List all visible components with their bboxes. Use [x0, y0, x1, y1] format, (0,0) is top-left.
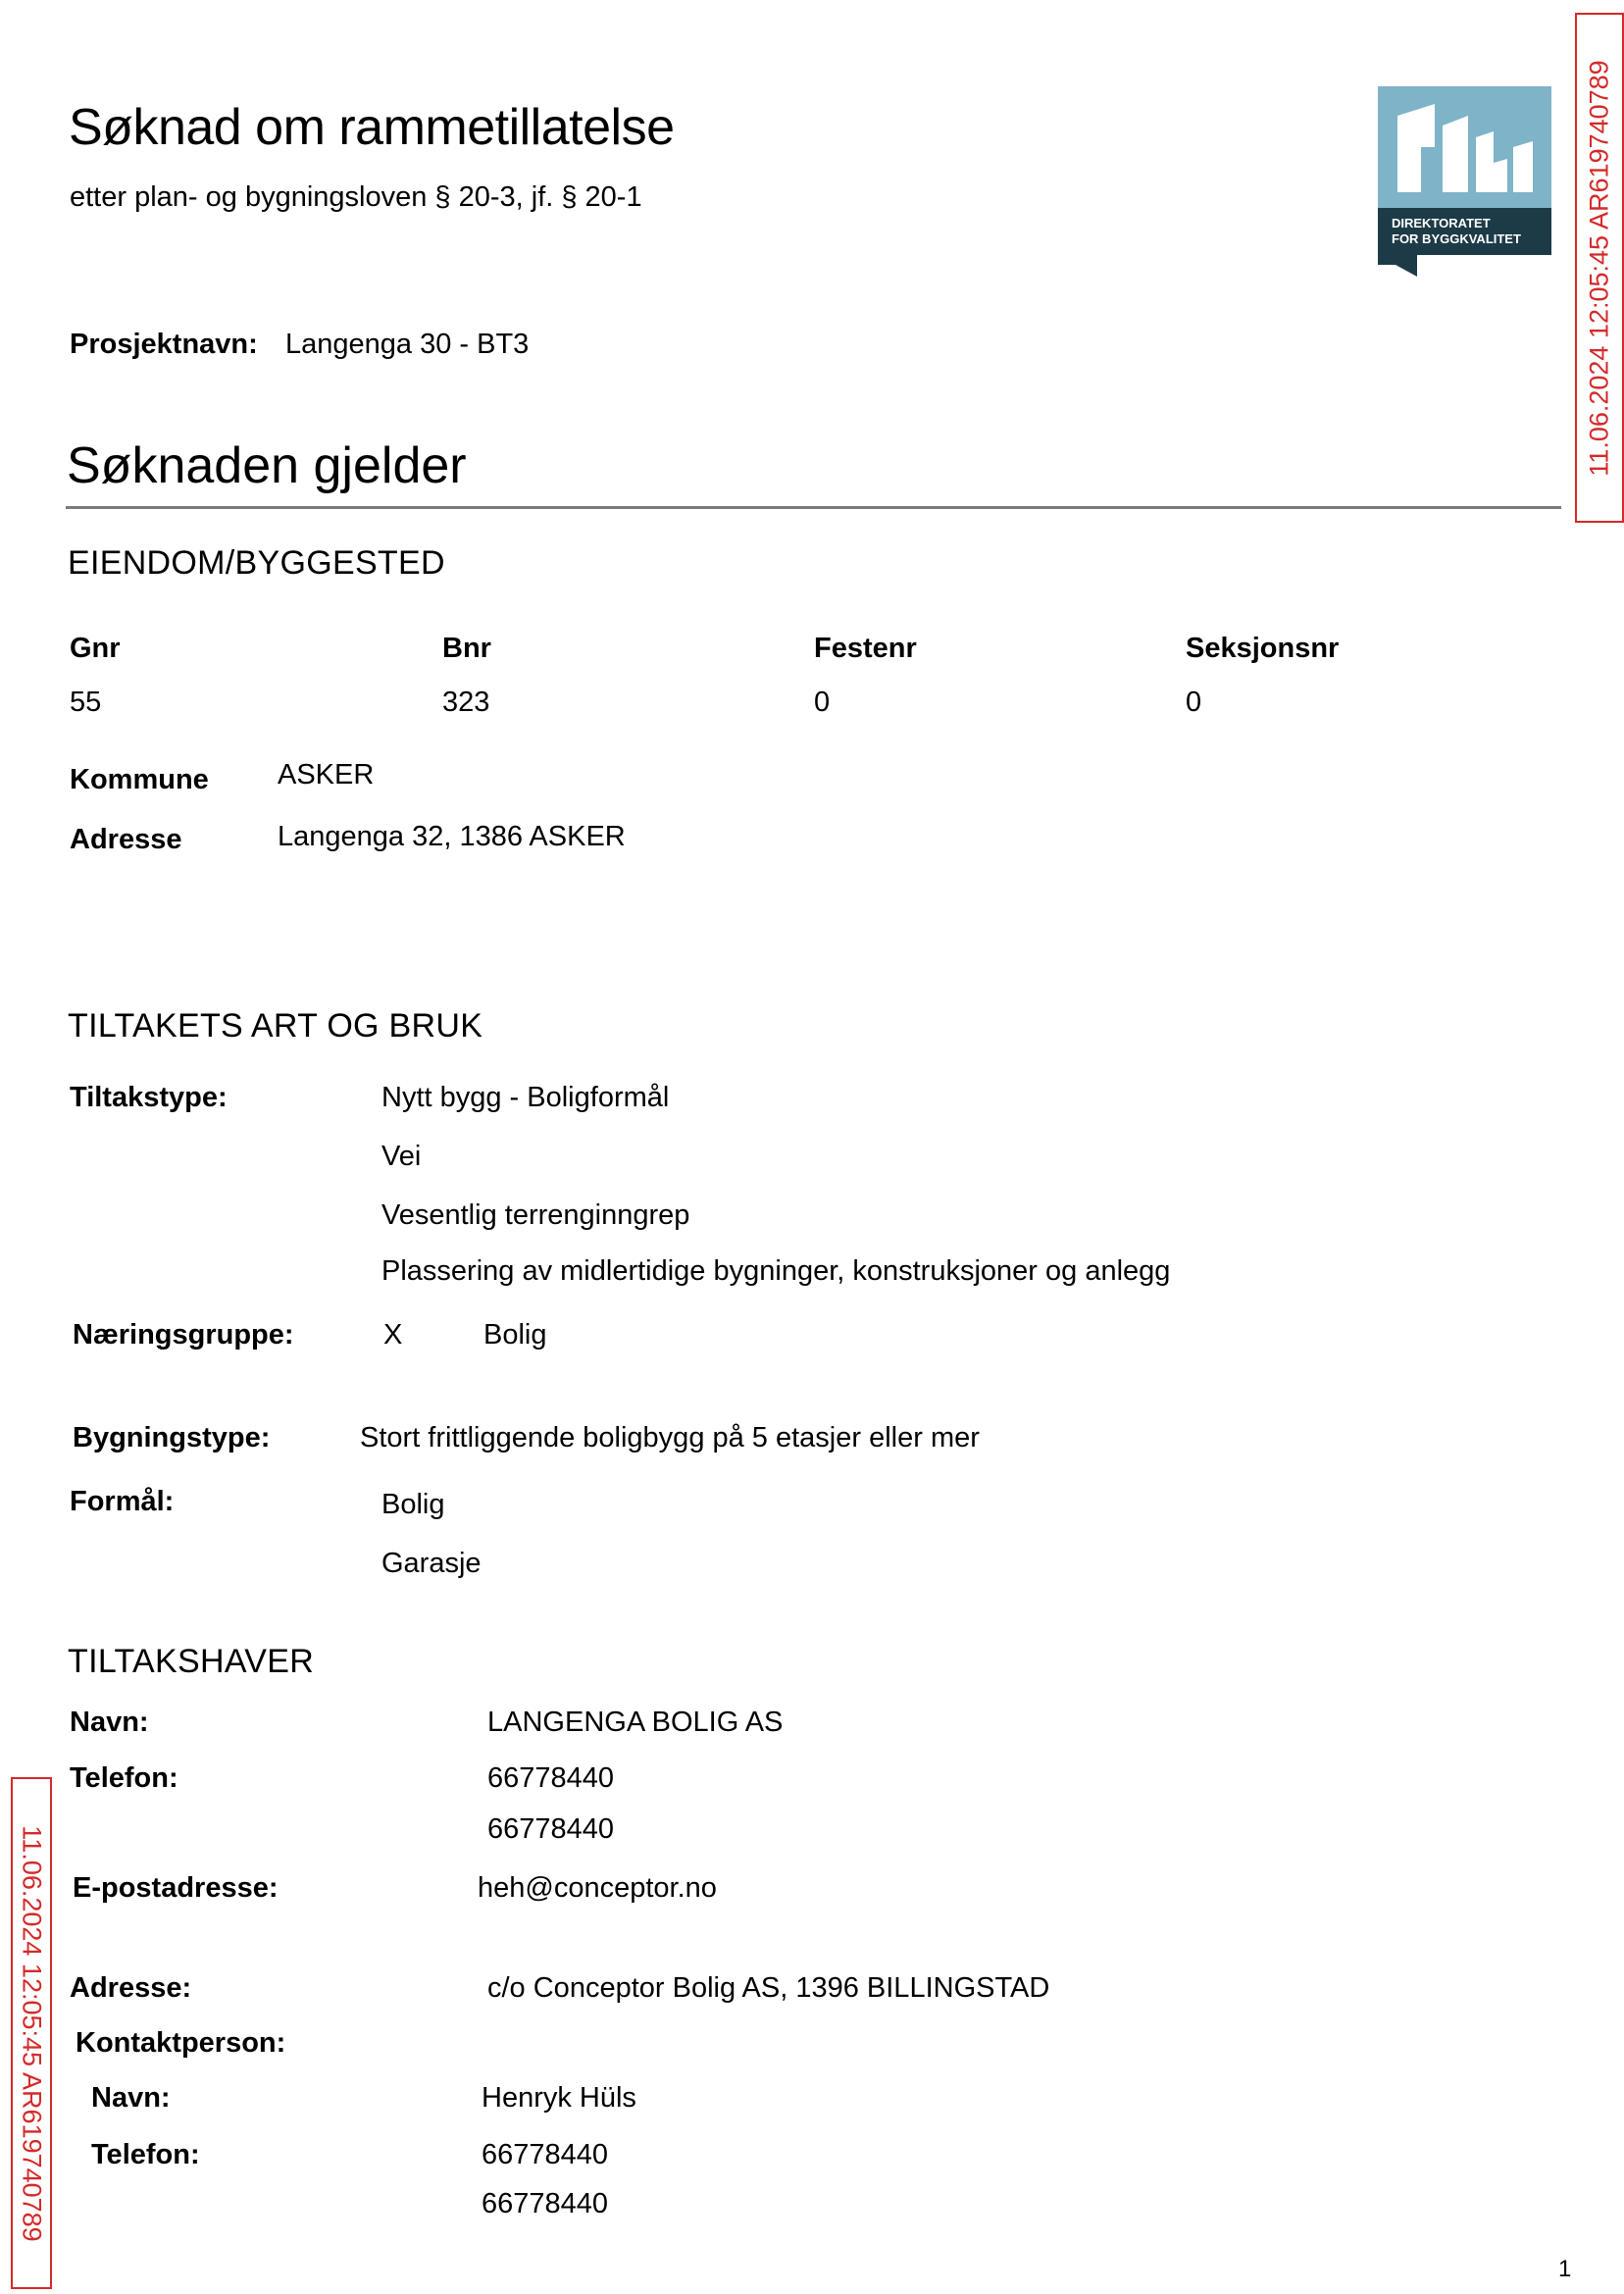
tiltakstype-item: Vesentlig terrenginngrep	[381, 1199, 690, 1231]
timestamp-stamp-side	[11, 1777, 52, 2289]
tiltakstype-item: Plassering av midlertidige bygninger, konstruksjoner og anlegg	[381, 1255, 1171, 1287]
project-name-value: Langenga 30 - BT3	[285, 329, 530, 360]
bnr-label: Bnr	[442, 633, 491, 664]
naeringsgruppe-label: Næringsgruppe:	[73, 1319, 294, 1351]
project-name-label: Prosjektnavn:	[70, 329, 258, 360]
epost-value: heh@conceptor.no	[478, 1872, 717, 1904]
adresse-label: Adresse	[70, 824, 182, 855]
dibk-logo	[1378, 86, 1551, 277]
festenr-value: 0	[814, 687, 831, 718]
kontakt-navn-label: Navn:	[91, 2082, 171, 2114]
kommune-value: ASKER	[278, 759, 375, 790]
kontakt-telefon-label: Telefon:	[91, 2139, 200, 2170]
stamp-text: 11.06.2024 12:05:45 AR619740789	[1584, 59, 1614, 477]
naeringsgruppe-value: Bolig	[483, 1319, 547, 1351]
naeringsgruppe-code: X	[383, 1319, 403, 1351]
page-number: 1	[1558, 2256, 1572, 2282]
document-title: Søknad om rammetillatelse	[69, 99, 675, 156]
kontakt-telefon-value: 66778440	[482, 2139, 609, 2170]
formal-label: Formål:	[70, 1486, 175, 1517]
tiltakshaver-adresse-value: c/o Conceptor Bolig AS, 1396 BILLINGSTAD	[487, 1972, 1050, 2004]
timestamp-stamp-top	[1575, 13, 1624, 523]
seksjonsnr-label: Seksjonsnr	[1186, 633, 1340, 664]
tiltakshaver-telefon-value: 66778440	[487, 1762, 615, 1794]
section-title: Søknaden gjelder	[67, 437, 467, 494]
bnr-value: 323	[442, 687, 490, 718]
logo-text-line2: FOR BYGGKVALITET	[1392, 231, 1521, 246]
formal-item: Bolig	[381, 1489, 445, 1520]
tiltakshaver-heading: TILTAKSHAVER	[68, 1643, 315, 1680]
kontakt-navn-value: Henryk Hüls	[482, 2082, 636, 2114]
eiendom-heading: EIENDOM/BYGGESTED	[68, 544, 445, 582]
stamp-text: 11.06.2024 12:05:45 AR619740789	[17, 1824, 47, 2242]
tiltakshaver-telefon-label: Telefon:	[70, 1762, 178, 1794]
tiltakshaver-telefon-value: 66778440	[487, 1813, 615, 1845]
festenr-label: Festenr	[814, 633, 917, 664]
formal-item: Garasje	[381, 1548, 482, 1579]
kommune-label: Kommune	[70, 764, 209, 795]
tiltakstype-item: Nytt bygg - Boligformål	[381, 1082, 670, 1113]
tiltakstype-item: Vei	[381, 1141, 422, 1172]
tiltakshaver-navn-value: LANGENGA BOLIG AS	[487, 1707, 784, 1738]
epost-label: E-postadresse:	[73, 1872, 279, 1904]
adresse-value: Langenga 32, 1386 ASKER	[278, 821, 626, 852]
logo-text-line1: DIREKTORATET	[1392, 216, 1491, 230]
bygningstype-label: Bygningstype:	[73, 1422, 271, 1453]
tiltakstype-label: Tiltakstype:	[70, 1082, 228, 1113]
gnr-label: Gnr	[70, 633, 121, 664]
tiltakshaver-adresse-label: Adresse:	[70, 1972, 192, 2004]
document-subtitle: etter plan- og bygningsloven § 20-3, jf. § 20-1	[70, 181, 642, 213]
bygningstype-value: Stort frittliggende boligbygg på 5 etasjer eller mer	[360, 1422, 980, 1453]
section-divider	[66, 506, 1561, 509]
gnr-value: 55	[70, 687, 102, 718]
tiltakshaver-navn-label: Navn:	[70, 1707, 149, 1738]
seksjonsnr-value: 0	[1186, 687, 1202, 718]
kontakt-telefon-value: 66778440	[482, 2188, 609, 2219]
kontaktperson-label: Kontaktperson:	[76, 2027, 286, 2059]
tiltak-heading: TILTAKETS ART OG BRUK	[68, 1007, 483, 1045]
